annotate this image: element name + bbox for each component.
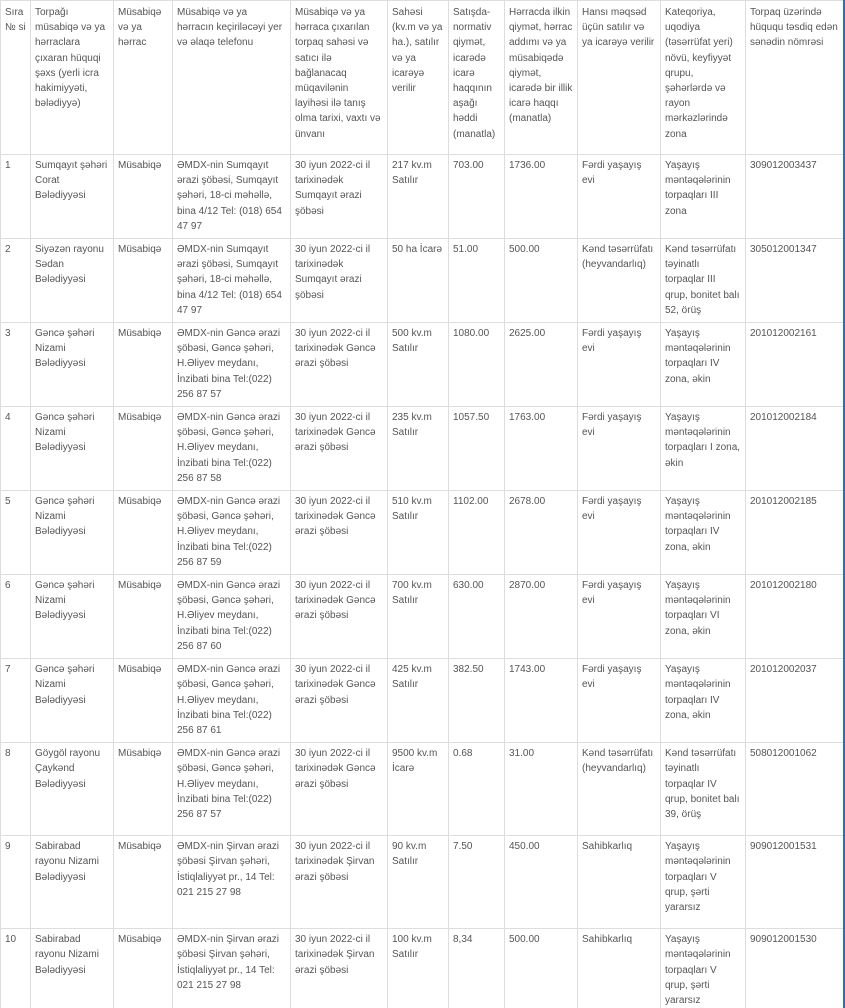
table-row (1, 743, 845, 836)
cell-entity: Gəncə şəhəri Nizami Bələdiyyəsi (31, 491, 114, 575)
cell-category: Kənd təsərrüfatı təyinatlı torpaqlar III qrup, bonitet balı 52, örüş (661, 239, 746, 323)
cell-review: 30 iyun 2022-ci il tarixinədək Gəncə ərazi şöbəsi (291, 491, 388, 575)
cell-no: 10 (1, 929, 31, 1008)
header-category: Kateqoriya, uqodiya (təsərrüfat yeri) növü, keyfiyyət qrupu, şəhərlərdə və rayon mərkəzlərində zona (661, 1, 746, 155)
cell-review: 30 iyun 2022-ci il tarixinədək Gəncə ərazi şöbəsi (291, 407, 388, 491)
cell-venue: ƏMDX-nin Gəncə ərazi şöbəsi, Gəncə şəhəri, H.Əliyev meydanı, İnzibati bina Tel:(022) 256 87 57 (173, 323, 291, 407)
cell-norm-price: 51.00 (449, 239, 505, 323)
cell-purpose: Fərdi yaşayış evi (578, 659, 661, 743)
cell-doc: 309012003437 (746, 155, 845, 239)
table-header-row (1, 1, 845, 155)
cell-norm-price: 8,34 (449, 929, 505, 1008)
cell-no: 3 (1, 323, 31, 407)
cell-no: 9 (1, 836, 31, 929)
cell-purpose: Kənd təsərrüfatı (heyvandarlıq) (578, 743, 661, 836)
cell-review: 30 iyun 2022-ci il tarixinədək Gəncə ərazi şöbəsi (291, 659, 388, 743)
cell-norm-price: 1102.00 (449, 491, 505, 575)
cell-entity: Sabirabad rayonu Nizami Bələdiyyəsi (31, 836, 114, 929)
cell-doc: 909012001530 (746, 929, 845, 1008)
cell-doc: 508012001062 (746, 743, 845, 836)
table-row (1, 491, 845, 575)
cell-type: Müsabiqə (114, 929, 173, 1008)
cell-norm-price: 630.00 (449, 575, 505, 659)
cell-norm-price: 1057.50 (449, 407, 505, 491)
table-row (1, 239, 845, 323)
cell-purpose: Fərdi yaşayış evi (578, 491, 661, 575)
header-no: Sıra № si (1, 1, 31, 155)
cell-venue: ƏMDX-nin Gəncə ərazi şöbəsi, Gəncə şəhəri, H.Əliyev meydanı, İnzibati bina Tel:(022) 256 87 58 (173, 407, 291, 491)
cell-area: 510 kv.m Satılır (388, 491, 449, 575)
cell-doc: 909012001531 (746, 836, 845, 929)
cell-start-price: 2625.00 (505, 323, 578, 407)
cell-area: 100 kv.m Satılır (388, 929, 449, 1008)
cell-entity: Gəncə şəhəri Nizami Bələdiyyəsi (31, 575, 114, 659)
cell-type: Müsabiqə (114, 743, 173, 836)
header-area: Sahəsi (kv.m və ya ha.), satılır və ya icarəyə verilir (388, 1, 449, 155)
cell-review: 30 iyun 2022-ci il tarixinədək Gəncə ərazi şöbəsi (291, 575, 388, 659)
header-type: Müsabiqə və ya hərrac (114, 1, 173, 155)
table-row (1, 575, 845, 659)
cell-category: Yaşayış məntəqələrinin torpaqları IV zona, əkin (661, 323, 746, 407)
cell-purpose: Sahibkarlıq (578, 929, 661, 1008)
cell-type: Müsabiqə (114, 323, 173, 407)
cell-review: 30 iyun 2022-ci il tarixinədək Şirvan ərazi şöbəsi (291, 929, 388, 1008)
cell-type: Müsabiqə (114, 155, 173, 239)
cell-category: Yaşayış məntəqələrinin torpaqları V qrup, şərti yararsız (661, 836, 746, 929)
cell-start-price: 500.00 (505, 929, 578, 1008)
cell-norm-price: 382.50 (449, 659, 505, 743)
cell-purpose: Fərdi yaşayış evi (578, 155, 661, 239)
cell-category: Kənd təsərrüfatı təyinatlı torpaqlar IV qrup, bonitet balı 39, örüş (661, 743, 746, 836)
cell-start-price: 2678.00 (505, 491, 578, 575)
cell-venue: ƏMDX-nin Gəncə ərazi şöbəsi, Gəncə şəhəri, H.Əliyev meydanı, İnzibati bina Tel:(022) 256 87 61 (173, 659, 291, 743)
cell-review: 30 iyun 2022-ci il tarixinədək Şirvan ərazi şöbəsi (291, 836, 388, 929)
cell-category: Yaşayış məntəqələrinin torpaqları V qrup, şərti yararsız (661, 929, 746, 1008)
cell-doc: 201012002180 (746, 575, 845, 659)
cell-entity: Göygöl rayonu Çaykənd Bələdiyyəsi (31, 743, 114, 836)
cell-type: Müsabiqə (114, 659, 173, 743)
cell-doc: 201012002037 (746, 659, 845, 743)
cell-entity: Gəncə şəhəri Nizami Bələdiyyəsi (31, 659, 114, 743)
cell-review: 30 iyun 2022-ci il tarixinədək Gəncə ərazi şöbəsi (291, 743, 388, 836)
cell-review: 30 iyun 2022-ci il tarixinədək Gəncə ərazi şöbəsi (291, 323, 388, 407)
cell-no: 8 (1, 743, 31, 836)
cell-doc: 201012002185 (746, 491, 845, 575)
cell-area: 425 kv.m Satılır (388, 659, 449, 743)
cell-purpose: Kənd təsərrüfatı (heyvandarlıq) (578, 239, 661, 323)
cell-no: 4 (1, 407, 31, 491)
cell-entity: Gəncə şəhəri Nizami Bələdiyyəsi (31, 323, 114, 407)
cell-category: Yaşayış məntəqələrinin torpaqları VI zona, əkin (661, 575, 746, 659)
cell-no: 6 (1, 575, 31, 659)
cell-venue: ƏMDX-nin Şirvan ərazi şöbəsi Şirvan şəhəri, İstiqlaliyyət pr., 14 Tel: 021 215 27 98 (173, 836, 291, 929)
cell-purpose: Fərdi yaşayış evi (578, 323, 661, 407)
cell-area: 50 ha İcarə (388, 239, 449, 323)
header-entity: Torpağı müsabiqə və ya hərraclara çıxaran hüquqi şəxs (yerli icra hakimiyyəti, bələdiyyə) (31, 1, 114, 155)
cell-area: 700 kv.m Satılır (388, 575, 449, 659)
cell-doc: 305012001347 (746, 239, 845, 323)
header-venue: Müsabiqə və ya hərracın keçiriləcəyi yer və əlaqə telefonu (173, 1, 291, 155)
cell-area: 235 kv.m Satılır (388, 407, 449, 491)
cell-entity: Sabirabad rayonu Nizami Bələdiyyəsi (31, 929, 114, 1008)
table-row (1, 929, 845, 1008)
cell-norm-price: 7.50 (449, 836, 505, 929)
cell-no: 2 (1, 239, 31, 323)
cell-start-price: 1736.00 (505, 155, 578, 239)
cell-type: Müsabiqə (114, 491, 173, 575)
cell-purpose: Fərdi yaşayış evi (578, 575, 661, 659)
table-row (1, 836, 845, 929)
header-norm-price: Satışda-normativ qiymət, icarədə icarə haqqının aşağı həddi (manatla) (449, 1, 505, 155)
cell-category: Yaşayış məntəqələrinin torpaqları I zona, əkin (661, 407, 746, 491)
cell-purpose: Fərdi yaşayış evi (578, 407, 661, 491)
cell-no: 1 (1, 155, 31, 239)
table-row (1, 659, 845, 743)
cell-type: Müsabiqə (114, 407, 173, 491)
cell-type: Müsabiqə (114, 239, 173, 323)
cell-entity: Siyəzən rayonu Sədan Bələdiyyəsi (31, 239, 114, 323)
table-row (1, 323, 845, 407)
cell-area: 217 kv.m Satılır (388, 155, 449, 239)
header-review: Müsabiqə və ya hərraca çıxarılan torpaq sahəsi və satıcı ilə bağlanacaq müqavilənin layihəsi ilə tanış olma tarixi, vaxtı və ünvanı (291, 1, 388, 155)
table-row (1, 407, 845, 491)
cell-entity: Gəncə şəhəri Nizami Bələdiyyəsi (31, 407, 114, 491)
cell-start-price: 1763.00 (505, 407, 578, 491)
header-purpose: Hansı məqsəd üçün satılır və ya icarəyə verilir (578, 1, 661, 155)
header-start-price: Hərracda ilkin qiymət, hərrac addımı və ya müsabiqədə qiymət, icarədə bir illik icarə haqqı (manatla) (505, 1, 578, 155)
cell-review: 30 iyun 2022-ci il tarixinədək Sumqayıt ərazi şöbəsi (291, 239, 388, 323)
cell-start-price: 450.00 (505, 836, 578, 929)
cell-start-price: 500.00 (505, 239, 578, 323)
cell-venue: ƏMDX-nin Şirvan ərazi şöbəsi Şirvan şəhəri, İstiqlaliyyət pr., 14 Tel: 021 215 27 98 (173, 929, 291, 1008)
cell-doc: 201012002161 (746, 323, 845, 407)
cell-venue: ƏMDX-nin Sumqayıt ərazi şöbəsi, Sumqayıt şəhəri, 18-ci məhəllə, bina 4/12 Tel: (018) 654 47 97 (173, 239, 291, 323)
cell-norm-price: 703.00 (449, 155, 505, 239)
cell-venue: ƏMDX-nin Sumqayıt ərazi şöbəsi, Sumqayıt şəhəri, 18-ci məhəllə, bina 4/12 Tel: (018) 654 47 97 (173, 155, 291, 239)
cell-no: 5 (1, 491, 31, 575)
cell-norm-price: 1080.00 (449, 323, 505, 407)
cell-venue: ƏMDX-nin Gəncə ərazi şöbəsi, Gəncə şəhəri, H.Əliyev meydanı, İnzibati bina Tel:(022) 256 87 57 (173, 743, 291, 836)
cell-start-price: 2870.00 (505, 575, 578, 659)
cell-type: Müsabiqə (114, 575, 173, 659)
cell-area: 9500 kv.m İcarə (388, 743, 449, 836)
cell-purpose: Sahibkarlıq (578, 836, 661, 929)
cell-no: 7 (1, 659, 31, 743)
cell-start-price: 31.00 (505, 743, 578, 836)
table-row (1, 155, 845, 239)
cell-doc: 201012002184 (746, 407, 845, 491)
cell-type: Müsabiqə (114, 836, 173, 929)
cell-norm-price: 0.68 (449, 743, 505, 836)
cell-start-price: 1743.00 (505, 659, 578, 743)
cell-category: Yaşayış məntəqələrinin torpaqları III zona (661, 155, 746, 239)
cell-venue: ƏMDX-nin Gəncə ərazi şöbəsi, Gəncə şəhəri, H.Əliyev meydanı, İnzibati bina Tel:(022) 256 87 59 (173, 491, 291, 575)
cell-area: 500 kv.m Satılır (388, 323, 449, 407)
cell-venue: ƏMDX-nin Gəncə ərazi şöbəsi, Gəncə şəhəri, H.Əliyev meydanı, İnzibati bina Tel:(022) 256 87 60 (173, 575, 291, 659)
cell-entity: Sumqayıt şəhəri Corat Bələdiyyəsi (31, 155, 114, 239)
cell-area: 90 kv.m Satılır (388, 836, 449, 929)
cell-category: Yaşayış məntəqələrinin torpaqları IV zona, əkin (661, 659, 746, 743)
cell-review: 30 iyun 2022-ci il tarixinədək Sumqayıt ərazi şöbəsi (291, 155, 388, 239)
header-doc: Torpaq üzərində hüququ təsdiq edən sənədin nömrəsi (746, 1, 845, 155)
cell-category: Yaşayış məntəqələrinin torpaqları IV zona, əkin (661, 491, 746, 575)
